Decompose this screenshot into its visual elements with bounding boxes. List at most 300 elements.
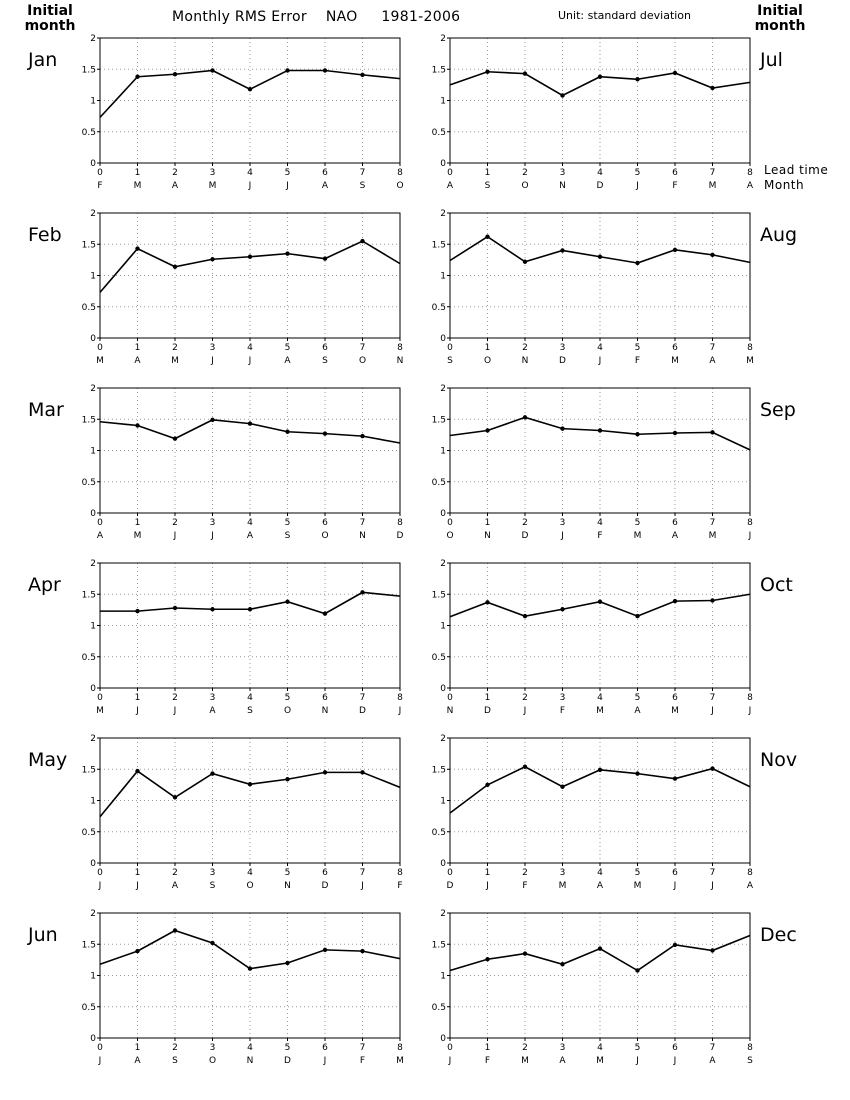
month-tick-label: M <box>133 181 142 191</box>
month-tick-label: J <box>448 1056 452 1066</box>
y-tick-label: 1 <box>440 971 446 982</box>
y-tick-label: 2 <box>440 734 446 744</box>
month-tick-label: F <box>484 1056 491 1066</box>
x-tick-label: 6 <box>672 168 678 178</box>
x-tick-label: 8 <box>397 343 403 353</box>
data-point <box>173 795 177 799</box>
month-tick-label: S <box>747 1056 753 1066</box>
x-tick-label: 2 <box>172 168 178 178</box>
x-tick-label: 5 <box>284 693 291 703</box>
data-point <box>173 436 177 440</box>
month-tick-label: M <box>708 531 717 541</box>
initial-month-apr: Apr <box>28 574 61 596</box>
data-point <box>635 77 639 81</box>
x-tick-label: 4 <box>247 343 253 353</box>
month-tick-label: O <box>396 181 404 191</box>
data-point <box>523 614 527 618</box>
x-tick-label: 6 <box>322 1043 328 1053</box>
y-tick-label: 1 <box>90 971 96 982</box>
month-tick-label: A <box>171 881 179 891</box>
month-tick-label: O <box>483 356 492 366</box>
month-tick-label: M <box>671 706 679 716</box>
data-point <box>135 423 139 427</box>
y-tick-label: 0 <box>90 334 96 344</box>
panel-nov <box>432 734 797 891</box>
x-tick-label: 5 <box>634 168 641 178</box>
x-tick-label: 7 <box>709 868 716 878</box>
data-point <box>323 256 327 260</box>
y-tick-label: 1.5 <box>431 240 446 251</box>
x-tick-label: 0 <box>447 168 453 178</box>
month-tick-label: M <box>746 356 754 366</box>
data-point <box>135 609 139 613</box>
data-point <box>285 430 289 434</box>
x-tick-label: 2 <box>172 868 178 878</box>
x-tick-label: 4 <box>247 693 253 703</box>
x-tick-label: 6 <box>322 693 328 703</box>
panel-feb <box>28 209 403 366</box>
x-tick-label: 1 <box>134 343 141 353</box>
month-tick-label: S <box>172 1056 178 1066</box>
x-tick-label: 0 <box>97 518 103 528</box>
y-tick-label: 1 <box>440 271 446 282</box>
data-point <box>285 600 289 604</box>
y-tick-label: 2 <box>440 34 446 44</box>
x-tick-label: 4 <box>247 868 253 878</box>
initial-month-sep: Sep <box>760 399 796 421</box>
data-point <box>635 968 639 972</box>
x-tick-label: 8 <box>747 168 753 178</box>
month-tick-label: M <box>671 356 679 366</box>
x-tick-label: 3 <box>559 1043 566 1053</box>
x-tick-label: 7 <box>359 868 366 878</box>
data-point <box>485 70 489 74</box>
data-point <box>673 943 677 947</box>
data-point <box>210 418 214 422</box>
x-tick-label: 3 <box>209 868 216 878</box>
y-tick-label: 0.5 <box>431 652 446 663</box>
x-tick-label: 1 <box>484 518 491 528</box>
data-point <box>248 782 252 786</box>
y-tick-label: 1.5 <box>81 940 96 951</box>
initial-month-aug: Aug <box>760 224 798 246</box>
initial-month-oct: Oct <box>760 574 793 596</box>
y-tick-label: 1 <box>90 271 96 282</box>
y-tick-label: 2 <box>90 384 96 394</box>
month-tick-label: D <box>521 531 529 541</box>
x-tick-label: 0 <box>97 168 103 178</box>
month-tick-label: A <box>671 531 679 541</box>
x-tick-label: 7 <box>709 693 716 703</box>
y-tick-label: 1.5 <box>431 65 446 76</box>
x-tick-label: 7 <box>359 343 366 353</box>
month-tick-label: J <box>748 706 752 716</box>
month-tick-label: N <box>396 356 404 366</box>
data-point <box>635 261 639 265</box>
data-point <box>323 611 327 615</box>
x-tick-label: 5 <box>284 168 291 178</box>
x-tick-label: 4 <box>247 168 253 178</box>
y-tick-label: 1.5 <box>431 940 446 951</box>
y-tick-label: 0 <box>90 684 96 694</box>
x-tick-label: 2 <box>172 343 178 353</box>
month-tick-label: N <box>559 181 566 191</box>
panel-jun <box>27 909 404 1066</box>
month-tick-label: O <box>521 181 529 191</box>
x-tick-label: 6 <box>672 868 678 878</box>
data-point <box>560 426 564 430</box>
x-tick-label: 5 <box>634 1043 641 1053</box>
y-tick-label: 1 <box>90 621 96 632</box>
y-tick-label: 1.5 <box>81 765 96 776</box>
y-tick-label: 2 <box>440 384 446 394</box>
data-point <box>710 430 714 434</box>
y-tick-label: 0 <box>440 159 446 169</box>
month-tick-label: D <box>484 706 491 716</box>
data-point <box>635 614 639 618</box>
month-tick-label: A <box>709 1056 716 1066</box>
data-point <box>135 75 139 79</box>
y-tick-label: 0 <box>90 159 96 169</box>
x-tick-label: 4 <box>597 1043 603 1053</box>
x-tick-label: 3 <box>209 693 216 703</box>
month-tick-label: D <box>596 181 604 191</box>
month-tick-label: F <box>522 881 528 891</box>
x-tick-label: 4 <box>597 343 603 353</box>
x-tick-label: 3 <box>559 518 566 528</box>
month-tick-label: A <box>134 356 141 366</box>
x-tick-label: 7 <box>709 1043 716 1053</box>
data-point <box>285 777 289 781</box>
data-point <box>598 768 602 772</box>
month-tick-label: O <box>246 881 254 891</box>
data-point <box>598 946 602 950</box>
data-point <box>710 948 714 952</box>
y-tick-label: 2 <box>90 909 96 919</box>
x-tick-label: 0 <box>447 343 453 353</box>
x-tick-label: 2 <box>172 518 178 528</box>
x-tick-label: 5 <box>284 518 291 528</box>
month-tick-label: J <box>323 1056 327 1066</box>
x-tick-label: 2 <box>522 168 528 178</box>
x-tick-label: 0 <box>447 693 453 703</box>
month-tick-label: M <box>171 356 179 366</box>
x-tick-label: 5 <box>284 1043 291 1053</box>
month-tick-label: S <box>484 181 491 191</box>
month-tick-label: J <box>673 1056 677 1066</box>
month-tick-label: M <box>596 1056 604 1066</box>
series-line-may <box>100 771 400 817</box>
y-tick-label: 0.5 <box>81 127 96 138</box>
x-tick-label: 8 <box>747 693 753 703</box>
data-point <box>173 72 177 76</box>
data-point <box>135 949 139 953</box>
y-tick-label: 1 <box>440 796 446 807</box>
data-point <box>523 415 527 419</box>
month-tick-label: O <box>208 1056 217 1066</box>
data-point <box>598 75 602 79</box>
month-tick-label: F <box>97 181 103 191</box>
x-tick-label: 5 <box>634 343 641 353</box>
x-tick-label: 1 <box>484 693 491 703</box>
initial-month-feb: Feb <box>28 224 62 246</box>
x-tick-label: 8 <box>397 1043 403 1053</box>
data-point <box>673 248 677 252</box>
month-tick-label: S <box>247 706 253 716</box>
month-tick-label: F <box>597 531 603 541</box>
panel-sep <box>432 384 796 541</box>
data-point <box>360 239 364 243</box>
x-tick-label: 8 <box>397 693 403 703</box>
data-point <box>248 966 252 970</box>
data-point <box>598 428 602 432</box>
month-tick-label: A <box>321 181 329 191</box>
month-tick-label: O <box>446 531 454 541</box>
x-tick-label: 1 <box>134 168 141 178</box>
x-tick-label: 0 <box>447 1043 453 1053</box>
y-tick-label: 0 <box>440 334 446 344</box>
month-tick-label: J <box>598 356 602 366</box>
y-tick-label: 0.5 <box>431 302 446 313</box>
y-tick-label: 2 <box>440 559 446 569</box>
data-point <box>173 606 177 610</box>
y-tick-label: 1 <box>90 96 96 107</box>
data-point <box>360 949 364 953</box>
month-tick-label: F <box>359 1056 366 1066</box>
data-point <box>248 87 252 91</box>
x-tick-label: 0 <box>97 343 103 353</box>
initial-month-jun: Jun <box>28 924 58 946</box>
month-tick-label: F <box>634 356 641 366</box>
month-tick-label: M <box>96 356 104 366</box>
month-tick-label: A <box>209 706 216 716</box>
month-tick-label: J <box>361 881 364 891</box>
y-tick-label: 0.5 <box>81 302 96 313</box>
data-point <box>635 771 639 775</box>
month-tick-label: J <box>136 881 139 891</box>
month-tick-label: M <box>596 706 604 716</box>
initial-month-jan: Jan <box>28 49 58 71</box>
x-tick-label: 3 <box>209 518 216 528</box>
month-tick-label: M <box>633 881 642 891</box>
x-tick-label: 7 <box>359 168 366 178</box>
month-tick-label: N <box>521 356 529 366</box>
month-tick-label: A <box>634 706 641 716</box>
x-tick-label: 3 <box>209 1043 216 1053</box>
y-tick-label: 0.5 <box>431 827 446 838</box>
x-tick-label: 8 <box>747 868 753 878</box>
month-tick-label: N <box>284 881 291 891</box>
x-tick-label: 4 <box>597 693 603 703</box>
y-tick-label: 0.5 <box>431 477 446 488</box>
x-tick-label: 3 <box>559 693 566 703</box>
initial-month-nov: Nov <box>760 749 798 771</box>
x-tick-label: 0 <box>97 693 103 703</box>
data-point <box>485 957 489 961</box>
month-tick-label: M <box>208 181 217 191</box>
month-tick-label: O <box>358 356 367 366</box>
x-tick-label: 2 <box>522 518 528 528</box>
x-tick-label: 0 <box>447 518 453 528</box>
month-tick-label: A <box>171 181 179 191</box>
month-tick-label: J <box>748 531 752 541</box>
panel-mar <box>28 384 404 541</box>
x-tick-label: 4 <box>597 518 603 528</box>
month-tick-label: M <box>396 1056 404 1066</box>
y-tick-label: 0 <box>90 859 96 869</box>
data-point <box>360 434 364 438</box>
y-tick-label: 1.5 <box>81 415 96 426</box>
x-tick-label: 6 <box>322 518 328 528</box>
month-tick-label: M <box>558 881 567 891</box>
x-tick-label: 8 <box>747 518 753 528</box>
x-tick-label: 7 <box>709 168 716 178</box>
y-tick-label: 1 <box>440 96 446 107</box>
month-tick-label: A <box>284 356 291 366</box>
x-tick-label: 0 <box>97 868 103 878</box>
panel-oct <box>432 559 793 716</box>
month-tick-label: M <box>521 1056 529 1066</box>
initial-month-may: May <box>28 749 68 771</box>
data-point <box>360 590 364 594</box>
y-tick-label: 0.5 <box>81 1002 96 1013</box>
x-tick-label: 3 <box>559 868 566 878</box>
month-tick-label: S <box>284 531 291 541</box>
initial-month-dec: Dec <box>760 924 797 946</box>
month-tick-label: D <box>321 881 329 891</box>
month-tick-label: M <box>633 531 642 541</box>
data-point <box>323 68 327 72</box>
data-point <box>135 246 139 250</box>
y-tick-label: 1 <box>440 446 446 457</box>
y-tick-label: 0.5 <box>81 827 96 838</box>
x-tick-label: 7 <box>359 1043 366 1053</box>
x-tick-label: 8 <box>397 868 403 878</box>
series-line-feb <box>100 241 400 292</box>
y-tick-label: 0.5 <box>81 477 96 488</box>
month-tick-label: D <box>396 531 404 541</box>
month-tick-label: J <box>248 181 252 191</box>
x-tick-label: 1 <box>134 693 141 703</box>
y-tick-label: 0 <box>440 509 446 519</box>
x-tick-label: 7 <box>709 518 716 528</box>
data-point <box>210 607 214 611</box>
x-tick-label: 4 <box>597 168 603 178</box>
month-tick-label: A <box>746 181 754 191</box>
month-tick-label: M <box>708 181 717 191</box>
month-tick-label: J <box>636 1056 639 1066</box>
x-tick-label: 8 <box>397 168 403 178</box>
x-tick-label: 3 <box>559 343 566 353</box>
data-point <box>248 421 252 425</box>
panel-apr <box>28 559 403 716</box>
month-tick-label: J <box>286 181 289 191</box>
x-tick-label: 8 <box>747 1043 753 1053</box>
month-tick-label: N <box>246 1056 254 1066</box>
chart-title: Monthly RMS Error NAO 1981-2006 <box>172 9 461 25</box>
y-tick-label: 2 <box>90 209 96 219</box>
month-tick-label: A <box>559 1056 566 1066</box>
month-tick-label: N <box>446 706 454 716</box>
y-tick-label: 0 <box>440 1034 446 1044</box>
data-point <box>560 607 564 611</box>
month-tick-label: S <box>209 881 216 891</box>
y-tick-label: 0.5 <box>431 1002 446 1013</box>
month-tick-label: J <box>523 706 527 716</box>
data-point <box>285 961 289 965</box>
x-tick-label: 7 <box>359 693 366 703</box>
data-point <box>210 941 214 945</box>
data-point <box>673 431 677 435</box>
month-tick-label: J <box>248 356 252 366</box>
data-point <box>673 71 677 75</box>
month-tick-label: A <box>246 531 254 541</box>
x-tick-label: 4 <box>247 518 253 528</box>
data-point <box>560 93 564 97</box>
month-tick-label: J <box>211 356 214 366</box>
month-tick-label: S <box>322 356 328 366</box>
y-tick-label: 0 <box>90 1034 96 1044</box>
data-point <box>673 776 677 780</box>
x-tick-label: 5 <box>284 343 291 353</box>
x-tick-label: 3 <box>559 168 566 178</box>
data-point <box>173 928 177 932</box>
y-tick-label: 1 <box>90 796 96 807</box>
panel-dec <box>432 909 797 1066</box>
data-point <box>285 251 289 255</box>
x-tick-label: 8 <box>397 518 403 528</box>
initial-month-mar: Mar <box>28 399 64 421</box>
initial-month-right-line2: month <box>754 18 806 34</box>
panel-jul <box>432 34 783 191</box>
month-tick-label: A <box>746 881 754 891</box>
x-tick-label: 1 <box>134 518 141 528</box>
month-label: Month <box>764 178 805 192</box>
month-tick-label: D <box>559 356 566 366</box>
month-tick-label: J <box>136 706 139 716</box>
x-tick-label: 5 <box>634 693 641 703</box>
x-tick-label: 6 <box>322 343 328 353</box>
panel-jan <box>27 34 404 191</box>
month-tick-label: J <box>486 881 489 891</box>
data-point <box>248 607 252 611</box>
x-tick-label: 3 <box>209 168 216 178</box>
x-tick-label: 4 <box>597 868 603 878</box>
month-tick-label: D <box>284 1056 291 1066</box>
x-tick-label: 7 <box>709 343 716 353</box>
month-tick-label: N <box>359 531 366 541</box>
data-point <box>360 770 364 774</box>
month-tick-label: A <box>709 356 716 366</box>
initial-month-jul: Jul <box>760 49 783 71</box>
data-point <box>210 68 214 72</box>
y-tick-label: 2 <box>440 909 446 919</box>
data-point <box>523 260 527 264</box>
month-tick-label: O <box>283 706 292 716</box>
month-tick-label: A <box>596 881 604 891</box>
panel-aug <box>432 209 797 366</box>
month-tick-label: J <box>173 706 177 716</box>
data-point <box>710 86 714 90</box>
data-point <box>485 235 489 239</box>
x-tick-label: 8 <box>747 343 753 353</box>
month-tick-label: J <box>98 881 102 891</box>
x-tick-label: 2 <box>522 693 528 703</box>
data-point <box>323 948 327 952</box>
y-tick-label: 1 <box>90 446 96 457</box>
x-tick-label: 6 <box>672 518 678 528</box>
month-tick-label: J <box>398 706 402 716</box>
